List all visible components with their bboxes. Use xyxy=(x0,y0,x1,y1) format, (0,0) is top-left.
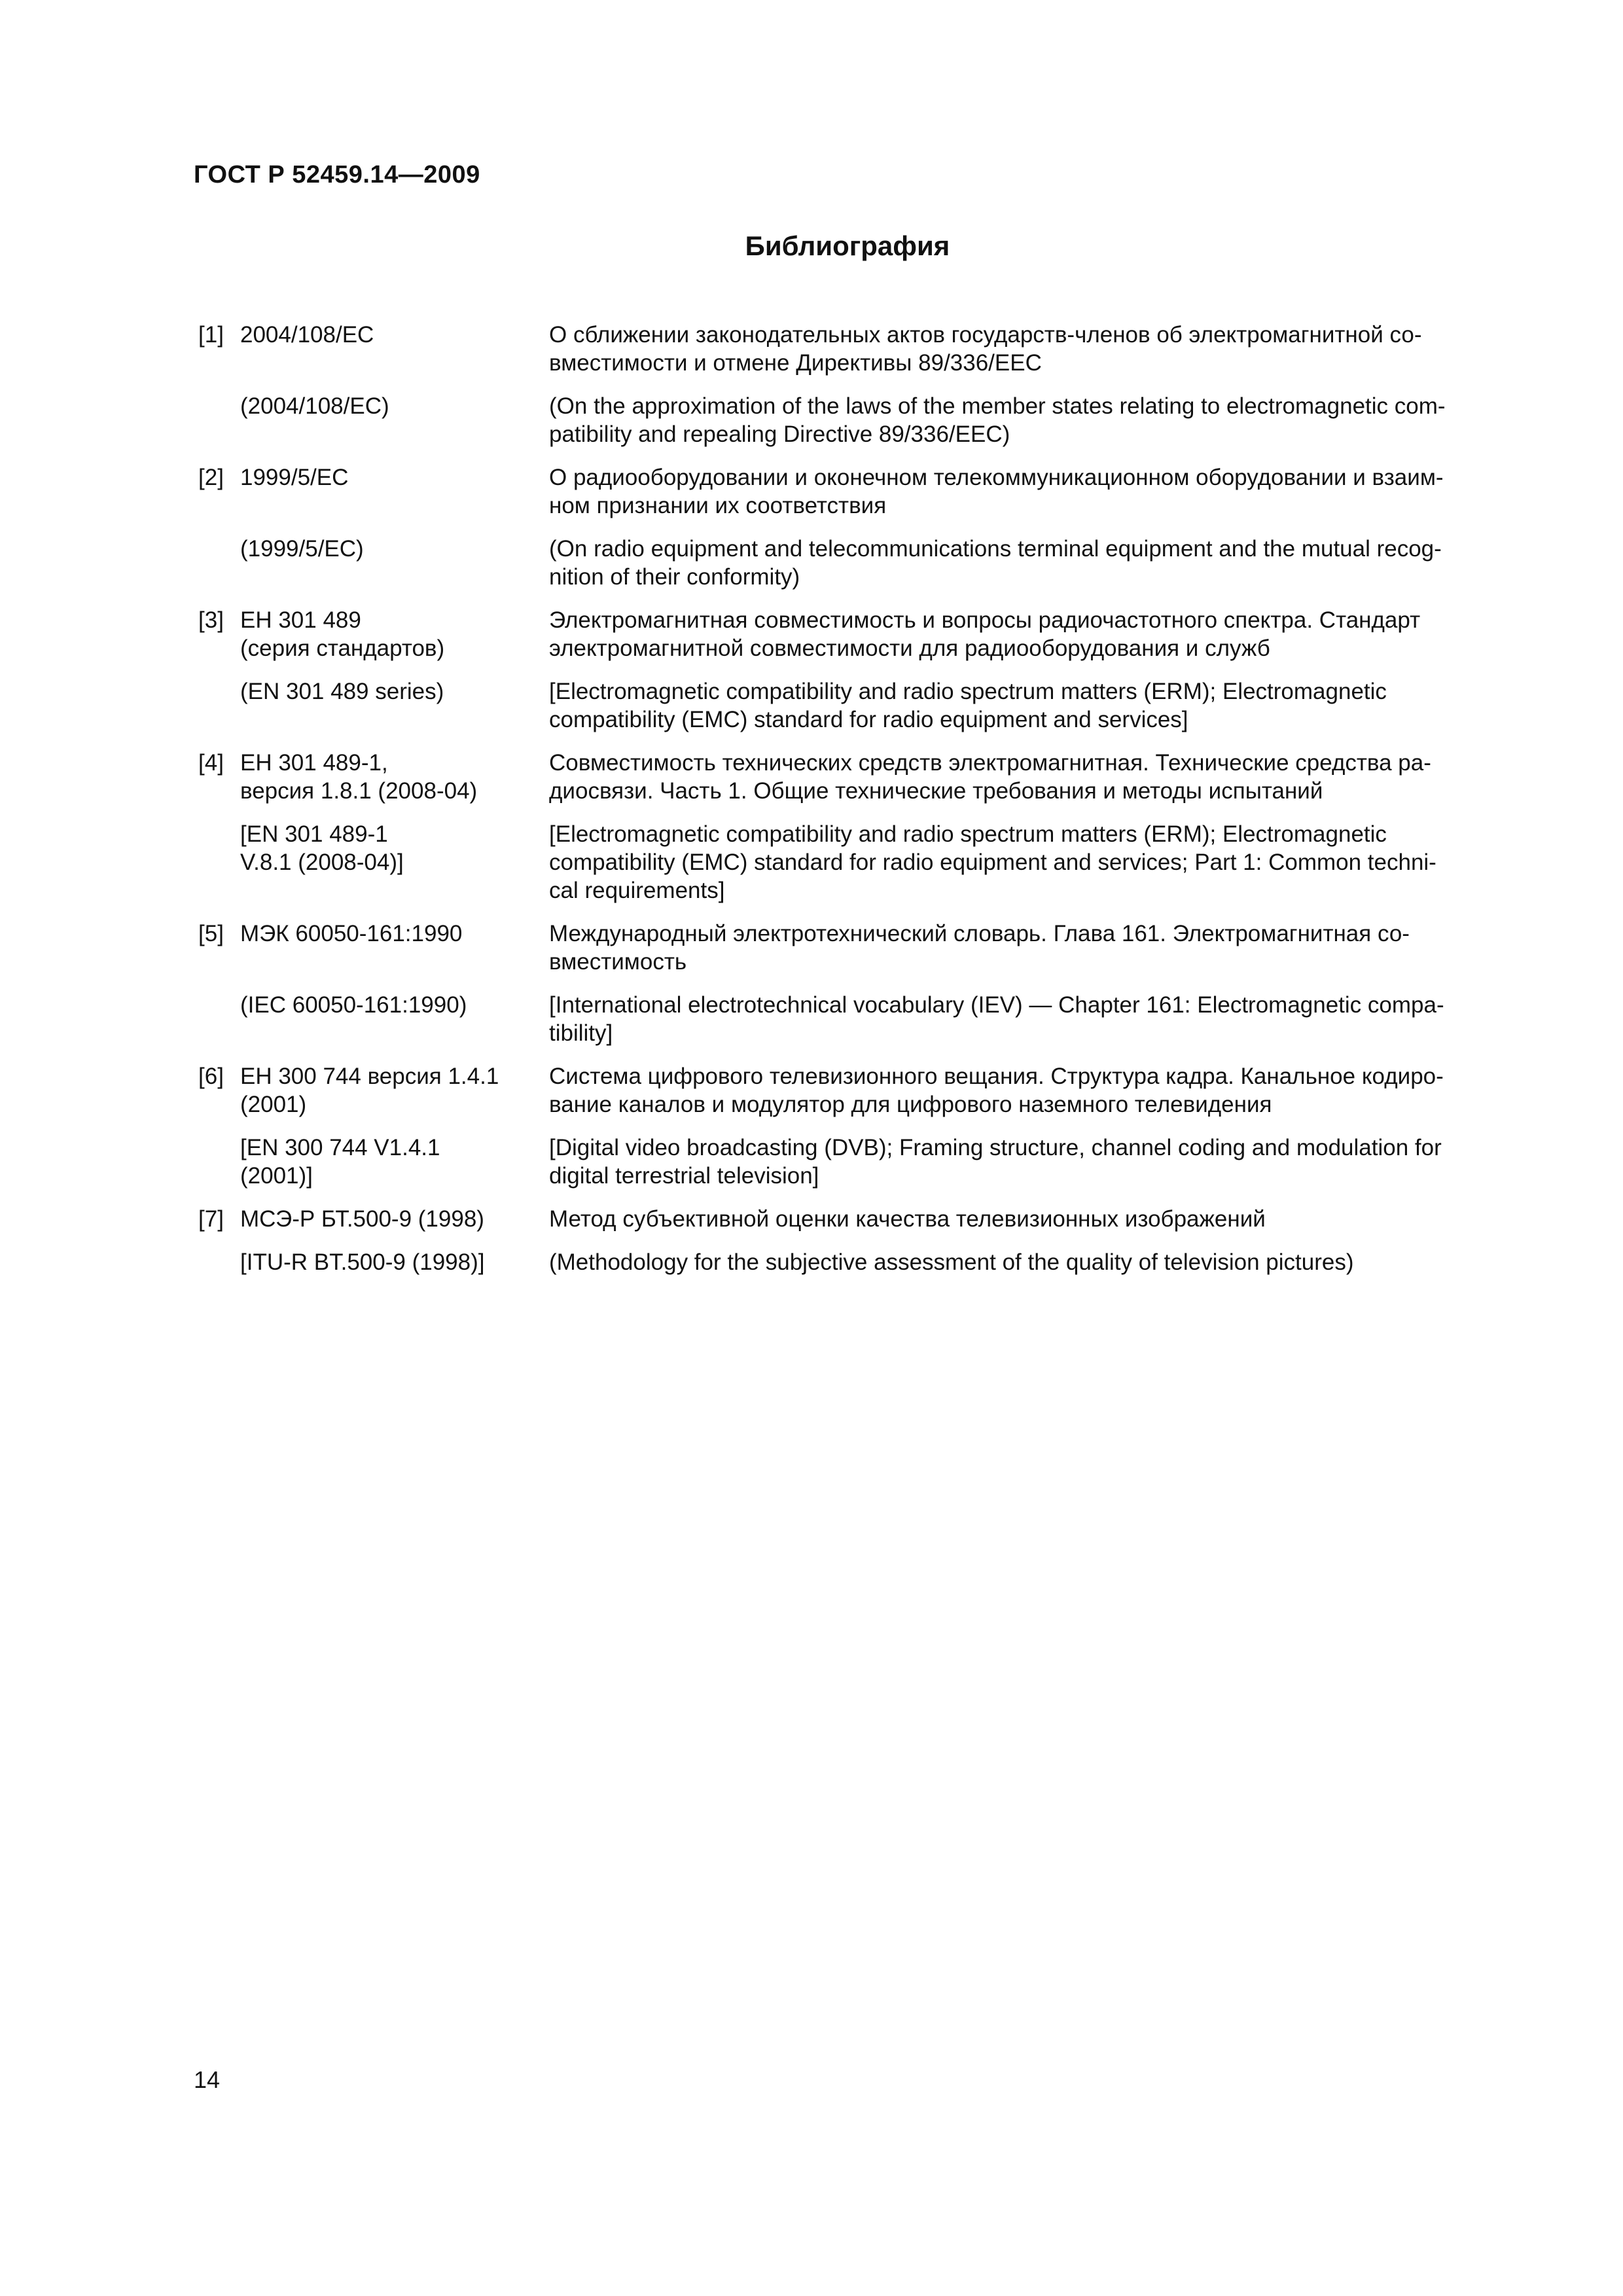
bib-entry xyxy=(198,1134,1494,1190)
entry-description: Международный электротехнический словарь. Глава 161. Электромагнитная со- вместимость xyxy=(549,921,1410,975)
bib-entry xyxy=(198,1062,1494,1119)
entry-number xyxy=(198,677,240,734)
entry-reference: МЭК 60050-161:1990 xyxy=(240,921,463,946)
entry-description: Система цифрового телевизионного вещания. Структура кадра. Канальное кодиро- вание каналов и модулятор для цифрового наземного телевидения xyxy=(549,1064,1444,1117)
entry-number: [6] xyxy=(198,1064,224,1089)
entry-number: [2] xyxy=(198,465,224,490)
entry-description: Электромагнитная совместимость и вопросы радиочастотного спектра. Стандарт электромагнитной совместимости для радиооборудования и служб xyxy=(549,607,1421,661)
bib-entry xyxy=(198,1205,1494,1233)
bib-entry xyxy=(198,749,1494,805)
bib-entry xyxy=(198,535,1494,591)
entry-description: О радиооборудовании и оконечном телекоммуникационном оборудовании и взаим- ном признании их соответствия xyxy=(549,465,1444,518)
entry-number: [3] xyxy=(198,607,224,633)
page-number: 14 xyxy=(194,2066,221,2093)
entry-number xyxy=(198,392,240,448)
bib-entry xyxy=(198,920,1494,976)
entry-description: Совместимость технических средств электромагнитная. Технические средства ра- диосвязи. Часть 1. Общие технические требования и методы испытаний xyxy=(549,750,1431,804)
entry-reference: [EN 300 744 V1.4.1 (2001)] xyxy=(240,1135,440,1189)
entry-reference: МСЭ-Р БТ.500-9 (1998) xyxy=(240,1206,484,1232)
entry-description: (Methodology for the subjective assessment of the quality of television pictures) xyxy=(549,1249,1354,1275)
entry-number xyxy=(198,820,240,905)
entry-description: [Digital video broadcasting (DVB); Framing structure, channel coding and modulation for digital terrestrial television] xyxy=(549,1135,1442,1189)
entry-number xyxy=(198,991,240,1047)
entry-description: [Electromagnetic compatibility and radio spectrum matters (ERM); Electromagnetic compatibility (EMC) standard for radio equipment and services] xyxy=(549,679,1387,732)
entry-reference: (EN 301 489 series) xyxy=(240,679,444,704)
entry-reference: ЕН 301 489-1, версия 1.8.1 (2008-04) xyxy=(240,750,478,804)
entry-reference: (IEC 60050-161:1990) xyxy=(240,992,467,1018)
bib-entry xyxy=(198,820,1494,905)
entry-reference: (1999/5/EC) xyxy=(240,536,364,562)
entry-reference: 1999/5/EC xyxy=(240,465,349,490)
entry-reference: (2004/108/EC) xyxy=(240,393,389,419)
entry-description: Метод субъективной оценки качества телевизионных изображений xyxy=(549,1206,1266,1232)
entry-description: [International electrotechnical vocabulary (IEV) — Chapter 161: Electromagnetic compa- tibility] xyxy=(549,992,1444,1046)
bib-entry xyxy=(198,321,1494,377)
bib-entry xyxy=(198,606,1494,662)
bibliography-list xyxy=(198,321,1494,1276)
entry-number xyxy=(198,535,240,591)
entry-number xyxy=(198,1134,240,1190)
entry-description: [Electromagnetic compatibility and radio spectrum matters (ERM); Electromagnetic compatibility (EMC) standard for radio equipment and services; Part 1: Common techni- cal requirements] xyxy=(549,821,1436,903)
entry-number xyxy=(198,1248,240,1276)
entry-reference: ЕН 301 489 (серия стандартов) xyxy=(240,607,445,661)
entry-reference: [EN 301 489-1 V.8.1 (2008-04)] xyxy=(240,821,404,875)
entry-number: [1] xyxy=(198,322,224,348)
entry-number: [4] xyxy=(198,750,224,776)
bib-entry xyxy=(198,1248,1494,1276)
entry-number: [5] xyxy=(198,921,224,946)
bib-entry xyxy=(198,392,1494,448)
section-title: Библиография xyxy=(745,230,950,261)
entry-description: (On the approximation of the laws of the member states relating to electromagnetic com- patibility and repealing Directive 89/336/EEC) xyxy=(549,393,1446,447)
entry-reference: ЕН 300 744 версия 1.4.1 (2001) xyxy=(240,1064,499,1117)
standard-code-header: ГОСТ Р 52459.14—2009 xyxy=(194,161,480,188)
entry-number: [7] xyxy=(198,1206,224,1232)
bib-entry xyxy=(198,463,1494,520)
entry-description: О сближении законодательных актов государств-членов об электромагнитной со- вместимости и отмене Директивы 89/336/ЕЕС xyxy=(549,322,1422,376)
entry-description: (On radio equipment and telecommunications terminal equipment and the mutual recog- nition of their conformity) xyxy=(549,536,1442,590)
entry-reference: 2004/108/EC xyxy=(240,322,374,348)
bib-entry xyxy=(198,677,1494,734)
bib-entry xyxy=(198,991,1494,1047)
entry-reference: [ITU-R BT.500-9 (1998)] xyxy=(240,1249,485,1275)
